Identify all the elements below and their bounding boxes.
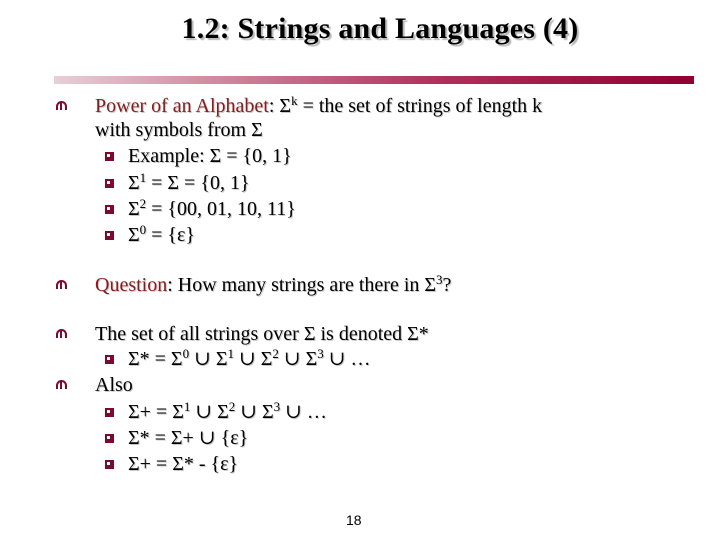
sigma-symbol: Σ xyxy=(128,198,140,220)
exp-0: 0 xyxy=(182,346,190,361)
sigma0-exp: 0 xyxy=(139,222,147,237)
power-text-a: : Σ xyxy=(268,95,292,117)
slide-title: 1.2: Strings and Languages (4) xyxy=(181,12,579,45)
sub-bullet-icon xyxy=(105,460,114,469)
sigma-star-b: ∪ Σ xyxy=(189,348,228,370)
sigma-star-c: ∪ Σ xyxy=(233,348,273,370)
sigma1-rest: = Σ = {0, 1} xyxy=(146,172,250,194)
power-exp: k xyxy=(291,93,298,108)
sub-bullet-icon xyxy=(105,355,114,364)
sigma-plus-eq-line: Σ+ = Σ* - {ε} xyxy=(128,453,239,475)
question-end: ? xyxy=(442,274,452,296)
exp-2: 2 xyxy=(272,346,279,361)
exp-3: 3 xyxy=(317,346,324,361)
question-text: : How many strings are there in Σ xyxy=(167,274,437,296)
power-term: Power of an Alphabet xyxy=(95,95,269,117)
sigma0-line xyxy=(128,223,195,247)
exp-1: 1 xyxy=(227,346,234,361)
sub-bullet-icon xyxy=(105,152,114,161)
exp-1: 1 xyxy=(183,399,191,414)
sub-bullet-icon xyxy=(105,231,114,240)
sigma2-exp: 2 xyxy=(139,196,147,211)
sigma-symbol: Σ xyxy=(128,172,140,194)
sigma-star-d: ∪ Σ xyxy=(278,348,318,370)
power-line-2: with symbols from Σ xyxy=(95,119,263,141)
sigma-star-a: Σ* = Σ xyxy=(128,348,183,370)
power-line xyxy=(95,94,542,118)
sigma-plus-line xyxy=(128,400,327,424)
title-divider xyxy=(54,76,694,84)
sigma-plus-b: ∪ Σ xyxy=(190,401,229,423)
exp-3: 3 xyxy=(273,399,281,414)
question-term: Question xyxy=(95,274,168,296)
question-exp: 3 xyxy=(436,272,443,287)
sigma-plus-d: ∪ … xyxy=(280,401,327,423)
power-text-b: = the set of strings of length k xyxy=(297,95,543,117)
sigma-star-line xyxy=(128,347,371,371)
sigma1-line xyxy=(128,171,250,195)
sigma-plus-c: ∪ Σ xyxy=(235,401,274,423)
sigma2-rest: = {00, 01, 10, 11} xyxy=(146,198,296,220)
sigma-symbol: Σ xyxy=(128,224,140,246)
exp-2: 2 xyxy=(228,399,236,414)
sigma1-exp: 1 xyxy=(139,170,147,185)
question-line xyxy=(95,273,451,297)
main-bullet-icon xyxy=(56,380,68,390)
main-bullet-icon xyxy=(56,101,68,111)
sub-bullet-icon xyxy=(105,408,114,417)
also-line: Also xyxy=(95,374,133,396)
main-bullet-icon xyxy=(56,280,68,290)
main-bullet-icon xyxy=(56,329,68,339)
example-line: Example: Σ = {0, 1} xyxy=(128,145,292,167)
sub-bullet-icon xyxy=(105,434,114,443)
page-number: 18 xyxy=(346,512,362,528)
set-all-line: The set of all strings over Σ is denoted Σ* xyxy=(95,323,429,345)
sub-bullet-icon xyxy=(105,205,114,214)
sigma-star-eq-line: Σ* = Σ+ ∪ {ε} xyxy=(128,427,249,449)
sigma-plus-a: Σ+ = Σ xyxy=(128,401,184,423)
sigma2-line xyxy=(128,197,296,221)
sigma0-rest: = {ε} xyxy=(146,224,196,246)
sub-bullet-icon xyxy=(105,179,114,188)
sigma-star-e: ∪ … xyxy=(323,348,371,370)
